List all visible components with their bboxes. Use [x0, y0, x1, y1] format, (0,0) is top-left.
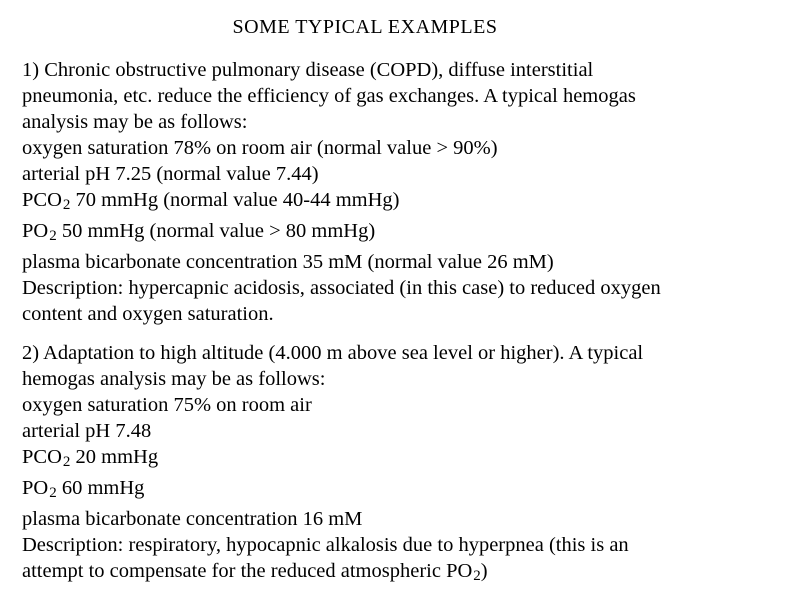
example-1-oxygen-saturation: oxygen saturation 78% on room air (normal value > 90%) [22, 137, 498, 159]
example-1-po2-value: 50 mmHg (normal value > 80 mmHg) [56, 220, 376, 242]
example-1-po2-prefix: PO [22, 220, 49, 242]
example-2-po2 [22, 475, 792, 506]
example-1-po2 [22, 218, 792, 249]
example-2-arterial-ph: arterial pH 7.48 [22, 420, 152, 442]
example-2-intro-line-2: hemogas analysis may be as follows: [22, 368, 326, 390]
example-2-description-line-2-text: attempt to compensate for the reduced atmospheric PO [22, 560, 473, 582]
example-1-pco2 [22, 187, 792, 218]
example-2-oxygen-saturation: oxygen saturation 75% on room air [22, 394, 312, 416]
example-2-pco2-subscript: 2 [62, 454, 71, 470]
example-1-block [22, 57, 792, 327]
example-1-description-line-1: Description: hypercapnic acidosis, associated (in this case) to reduced oxygen [22, 277, 661, 299]
example-2-description-po2-subscript: 2 [473, 568, 481, 584]
example-1-intro-line-2: pneumonia, etc. reduce the efficiency of gas exchanges. A typical hemogas [22, 85, 636, 107]
example-1-bicarbonate: plasma bicarbonate concentration 35 mM (normal value 26 mM) [22, 251, 554, 273]
example-1-po2-subscript: 2 [49, 228, 57, 244]
example-2-pco2-value: 20 mmHg [70, 446, 159, 468]
example-2-pco2 [22, 444, 792, 475]
example-2-bicarbonate: plasma bicarbonate concentration 16 mM [22, 508, 363, 530]
example-2-pco2-prefix: PCO [22, 446, 62, 468]
example-2-block [22, 340, 792, 589]
slide-title: SOME TYPICAL EXAMPLES [232, 16, 498, 38]
example-1-intro-line-3: analysis may be as follows: [22, 111, 248, 133]
example-2-intro-line-1: 2) Adaptation to high altitude (4.000 m above sea level or higher). A typical [22, 342, 644, 364]
example-2-po2-value: 60 mmHg [56, 477, 145, 499]
example-2-po2-subscript: 2 [49, 485, 57, 501]
example-2-description-line-2-suffix: ) [480, 560, 488, 582]
example-2-po2-prefix: PO [22, 477, 49, 499]
example-1-pco2-subscript: 2 [62, 197, 71, 213]
example-1-description-line-2: content and oxygen saturation. [22, 303, 274, 325]
example-1-pco2-prefix: PCO [22, 189, 62, 211]
example-2-description-line-2 [22, 558, 792, 589]
example-1-intro-line-1: 1) Chronic obstructive pulmonary disease (COPD), diffuse interstitial [22, 59, 594, 81]
example-2-description-line-1: Description: respiratory, hypocapnic alkalosis due to hyperpnea (this is an [22, 534, 629, 556]
example-1-pco2-value: 70 mmHg (normal value 40-44 mmHg) [70, 189, 400, 211]
example-1-arterial-ph: arterial pH 7.25 (normal value 7.44) [22, 163, 319, 185]
